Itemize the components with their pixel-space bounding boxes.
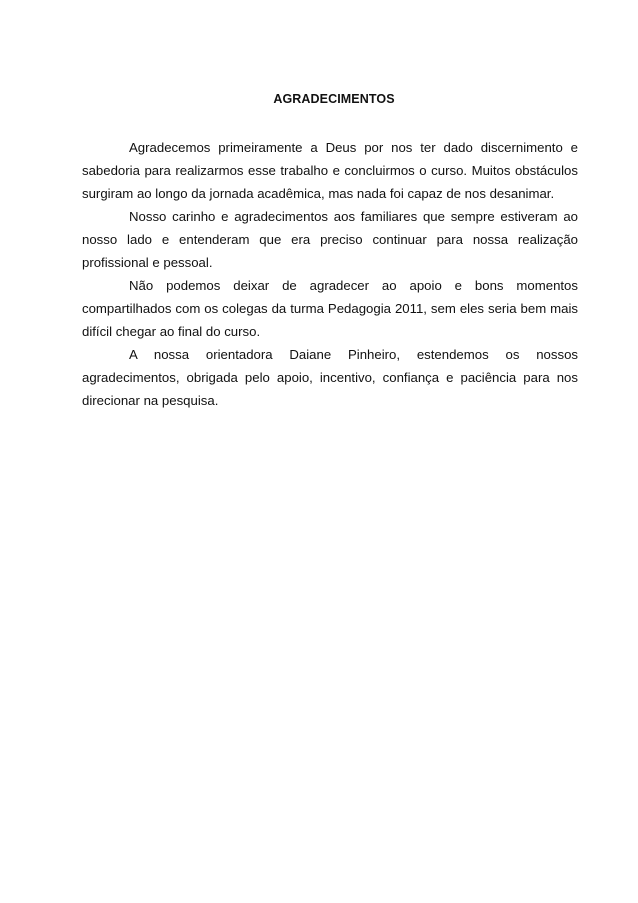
acknowledgements-body	[82, 136, 578, 412]
page-title: AGRADECIMENTOS	[273, 92, 395, 106]
paragraph-3: Não podemos deixar de agradecer ao apoio e bons momentos compartilhados com os colegas da turma Pedagogia 2011, sem eles seria bem mais difícil chegar ao final do curso.	[82, 278, 578, 339]
paragraph-4: A nossa orientadora Daiane Pinheiro, estendemos os nossos agradecimentos, obrigada pelo apoio, incentivo, confiança e paciência para nos direcionar na pesquisa.	[82, 347, 578, 408]
paragraph-1: Agradecemos primeiramente a Deus por nos ter dado discernimento e sabedoria para realizarmos esse trabalho e concluirmos o curso. Muitos obstáculos surgiram ao longo da jornada acadêmica, mas nada foi capaz de nos desanimar.	[82, 140, 578, 201]
paragraph-2: Nosso carinho e agradecimentos aos familiares que sempre estiveram ao nosso lado e entenderam que era preciso continuar para nossa realização profissional e pessoal.	[82, 209, 578, 270]
